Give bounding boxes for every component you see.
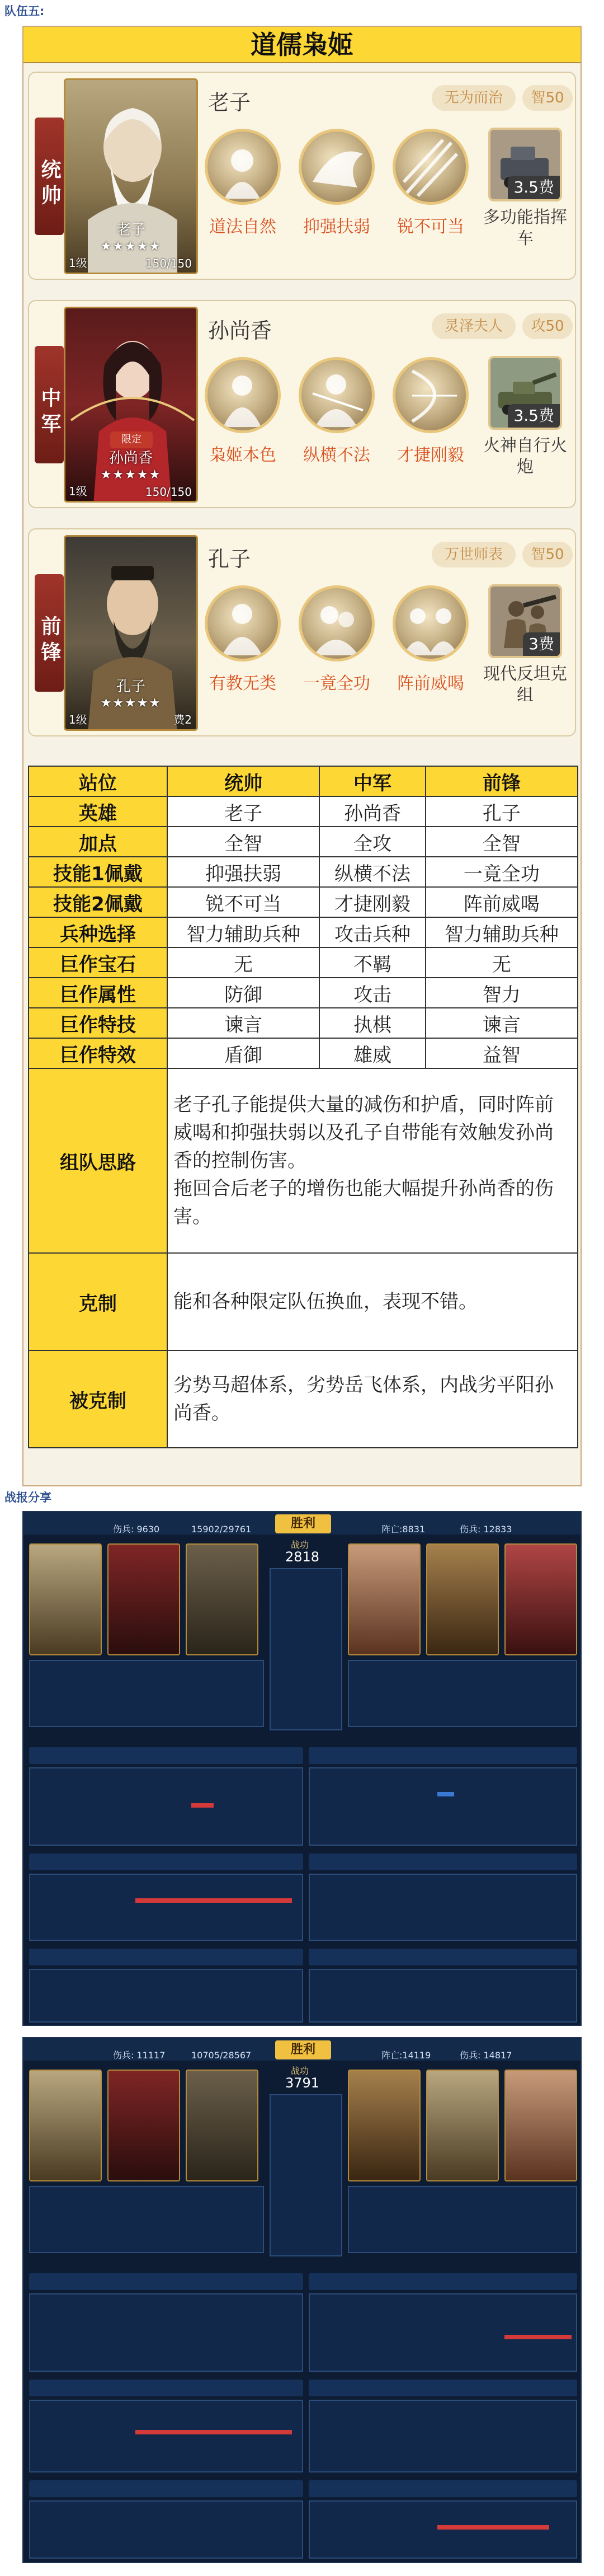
tactic-slot[interactable] <box>483 128 567 250</box>
table-cell: 纵横不法 <box>319 857 425 887</box>
hero-portrait[interactable] <box>64 78 198 274</box>
skill-slot-3[interactable] <box>391 129 470 237</box>
unit-stat-block <box>309 2500 577 2559</box>
score-value: 2818 <box>285 1549 320 1565</box>
skill-slot-3[interactable] <box>391 585 470 694</box>
hero-portrait[interactable] <box>64 535 198 731</box>
battle-log-panel <box>270 2094 342 2256</box>
hero-name: 老子 <box>208 90 251 115</box>
table-cell: 一竟全功 <box>426 857 578 887</box>
command-vehicle-icon <box>488 128 562 201</box>
antitank-team-icon <box>488 584 562 658</box>
right-dead: 阵亡:14119 <box>381 2050 431 2061</box>
table-cell: 盾御 <box>167 1038 319 1068</box>
artillery-icon <box>488 356 562 430</box>
skill-slot-1[interactable] <box>204 357 282 466</box>
battle-report-2[interactable] <box>22 2037 582 2563</box>
right-wounded: 伤兵: 12833 <box>460 1524 512 1535</box>
tactic-label: 现代反坦克组 <box>483 664 567 705</box>
damage-bar <box>191 1803 214 1808</box>
table-cell: 防御 <box>167 978 319 1008</box>
battle-log-panel <box>270 1568 342 1730</box>
unit-stat-block <box>29 2500 303 2559</box>
hero-level: 1级 <box>69 485 87 498</box>
mini-portrait <box>107 2070 180 2181</box>
skill-label: 抑强扶弱 <box>303 217 370 237</box>
skill-slot-2[interactable] <box>298 585 376 694</box>
skill-icon <box>299 585 375 661</box>
left-skill-panel <box>29 2186 264 2253</box>
hero-portrait-name: 孙尚香 <box>108 450 153 467</box>
skill-label: 有教无类 <box>209 674 276 693</box>
table-cell: 阵前威喝 <box>426 887 578 917</box>
hero-stat-tag: 攻50 <box>522 313 573 339</box>
table-cell: 智力 <box>426 978 578 1008</box>
left-troops: 15902/29761 <box>191 1524 252 1535</box>
score-value: 3791 <box>285 2075 320 2091</box>
skill-slot-2[interactable] <box>298 129 376 237</box>
mini-portrait <box>29 2070 102 2181</box>
right-skill-panel <box>348 1660 577 1727</box>
stat-row <box>309 1949 577 1965</box>
row-key: 组队思路 <box>29 1068 167 1253</box>
victory-badge: 胜利 <box>275 1514 331 1533</box>
hero-portrait-name: 孔子 <box>116 678 145 695</box>
table-cell: 全智 <box>167 827 319 857</box>
hero-troops: 150/150 <box>145 485 192 499</box>
tactic-label: 火神自行火炮 <box>483 436 567 477</box>
left-wounded: 伤兵: 11117 <box>113 2050 166 2061</box>
star-rating-icon: ★★★★★ <box>100 468 162 482</box>
unit-stat-block <box>29 2293 303 2372</box>
damage-bar <box>135 1898 292 1903</box>
skill-icon <box>393 357 469 433</box>
table-row <box>29 1008 578 1038</box>
tactic-slot[interactable] <box>483 584 567 706</box>
report-label: 战报分享 <box>4 1491 51 1504</box>
table-row <box>29 917 578 947</box>
skill-icon <box>205 585 281 661</box>
skill-slot-3[interactable] <box>391 357 470 466</box>
stat-row <box>29 2273 303 2290</box>
unit-stat-block <box>29 1767 303 1846</box>
table-row <box>29 796 578 827</box>
table-row <box>29 827 578 857</box>
hero-portrait-name: 老子 <box>116 222 145 238</box>
table-cell: 执棋 <box>319 1008 425 1038</box>
hero-portrait[interactable] <box>64 307 198 503</box>
hero-stat-tag: 智50 <box>522 85 573 111</box>
countered-text: 劣势马超体系，劣势岳飞体系，内战劣平阳孙尚香。 <box>167 1350 578 1448</box>
mini-portrait <box>348 1543 421 1655</box>
table-cell: 孙尚香 <box>319 796 425 827</box>
mini-portrait <box>426 1543 499 1655</box>
table-cell: 攻击兵种 <box>319 917 425 947</box>
hero-stat-tag: 智50 <box>522 542 573 567</box>
strategy-row <box>29 1068 578 1253</box>
table-cell: 智力辅助兵种 <box>426 917 578 947</box>
star-rating-icon: ★★★★★ <box>100 240 162 254</box>
table-header-cell: 站位 <box>29 766 167 796</box>
skill-icon <box>393 129 469 205</box>
skill-slot-1[interactable] <box>204 585 282 694</box>
skill-label: 道法自然 <box>209 217 276 237</box>
section-label: 队伍五: <box>4 4 45 18</box>
stat-row <box>309 1854 577 1870</box>
hero-card-leader <box>28 72 576 280</box>
unit-stat-block <box>309 1874 577 1941</box>
skill-label: 枭姬本色 <box>209 445 276 465</box>
stat-row <box>29 2380 303 2396</box>
left-troops: 10705/28567 <box>191 2050 252 2061</box>
skill-label: 阵前威喝 <box>397 674 464 693</box>
right-wounded: 伤兵: 14817 <box>460 2050 512 2061</box>
table-cell: 谏言 <box>167 1008 319 1038</box>
row-key: 巨作特技 <box>29 1008 167 1038</box>
table-cell: 才捷刚毅 <box>319 887 425 917</box>
table-cell: 攻击 <box>319 978 425 1008</box>
stat-row <box>29 2480 303 2497</box>
role-label: 中军 <box>35 346 64 463</box>
unit-stat-block <box>309 2400 577 2472</box>
unit-stat-block <box>29 1874 303 1941</box>
unit-stat-block <box>29 2400 303 2472</box>
strategy-text <box>167 1068 578 1253</box>
counter-row <box>29 1253 578 1350</box>
role-label: 前锋 <box>35 574 64 692</box>
skill-icon <box>393 585 469 661</box>
role-label: 统帅 <box>35 118 64 235</box>
skill-label: 一竟全功 <box>303 674 370 693</box>
table-cell: 谏言 <box>426 1008 578 1038</box>
team-title: 道儒枭姬 <box>23 27 581 63</box>
row-key: 英雄 <box>29 796 167 827</box>
table-cell: 无 <box>426 947 578 978</box>
row-key: 技能1佩戴 <box>29 857 167 887</box>
table-row <box>29 887 578 917</box>
limited-badge: 限定 <box>110 431 153 448</box>
stat-row <box>29 1949 303 1965</box>
countered-row <box>29 1350 578 1448</box>
hero-title-tag: 灵泽夫人 <box>432 313 516 339</box>
hero-troops: 150/150 <box>145 257 192 270</box>
unit-stat-block <box>309 1767 577 1846</box>
table-cell: 锐不可当 <box>167 887 319 917</box>
right-skill-panel <box>348 2186 577 2253</box>
score-label: 战功 <box>291 2066 309 2076</box>
damage-bar <box>437 1792 454 1796</box>
mini-portrait <box>186 1543 258 1655</box>
table-cell: 抑强扶弱 <box>167 857 319 887</box>
table-header-cell: 中军 <box>319 766 425 796</box>
hero-name: 孙尚香 <box>208 318 272 343</box>
unit-stat-block <box>309 2293 577 2372</box>
hero-title-tag: 万世师表 <box>432 542 516 567</box>
tactic-label: 多功能指挥车 <box>483 208 567 248</box>
right-dead: 阵亡:8831 <box>381 1524 426 1535</box>
mini-portrait <box>504 1543 577 1655</box>
table-row <box>29 947 578 978</box>
hero-card-vanguard <box>28 528 576 736</box>
unit-stat-block <box>29 1969 303 2023</box>
mini-portrait <box>426 2070 499 2181</box>
skill-label: 纵横不法 <box>303 445 370 465</box>
strategy-text-body: 老子孔子能提供大量的减伤和护盾，同时阵前威喝和抑强扶弱以及孔子自带能有效触发孙尚香的控制伤害。 拖回合后老子的增伤也能大幅提升孙尚香的伤害。 <box>173 1094 554 1228</box>
mini-portrait <box>504 2070 577 2181</box>
row-key: 被克制 <box>29 1350 167 1448</box>
team-card <box>22 26 582 1486</box>
row-key: 技能2佩戴 <box>29 887 167 917</box>
stat-row <box>29 1747 303 1764</box>
damage-bar <box>135 2430 292 2434</box>
tactic-cost: 3.5费 <box>508 176 560 199</box>
mini-portrait <box>29 1543 102 1655</box>
damage-bar <box>504 2335 572 2339</box>
table-cell: 老子 <box>167 796 319 827</box>
counter-text: 能和各种限定队伍换血，表现不错。 <box>167 1253 578 1350</box>
skill-icon <box>205 129 281 205</box>
skill-icon <box>205 357 281 433</box>
skill-icon <box>299 129 375 205</box>
hero-card-middle <box>28 300 576 508</box>
mini-portrait <box>348 2070 421 2181</box>
table-cell: 益智 <box>426 1038 578 1068</box>
table-cell: 孔子 <box>426 796 578 827</box>
stat-row <box>309 2273 577 2290</box>
battle-report-1[interactable] <box>22 1511 582 2026</box>
hero-title-tag: 无为而治 <box>432 85 516 111</box>
skill-icon <box>299 357 375 433</box>
victory-badge: 胜利 <box>275 2040 331 2059</box>
hero-troops: 费2 <box>173 713 192 726</box>
row-key: 巨作宝石 <box>29 947 167 978</box>
stat-row <box>309 2380 577 2396</box>
hero-level: 1级 <box>69 256 87 270</box>
left-wounded: 伤兵: 9630 <box>113 1524 160 1535</box>
table-cell: 无 <box>167 947 319 978</box>
star-rating-icon: ★★★★★ <box>100 696 162 710</box>
table-row <box>29 857 578 887</box>
mini-portrait <box>186 2070 258 2181</box>
hero-level: 1级 <box>69 713 87 726</box>
table-cell: 智力辅助兵种 <box>167 917 319 947</box>
table-cell: 全智 <box>426 827 578 857</box>
skill-label: 才捷刚毅 <box>397 445 464 465</box>
stat-row <box>29 1854 303 1870</box>
stat-row <box>309 2480 577 2497</box>
row-key: 兵种选择 <box>29 917 167 947</box>
skill-slot-1[interactable] <box>204 129 282 237</box>
row-key: 加点 <box>29 827 167 857</box>
score-label: 战功 <box>291 1540 309 1550</box>
table-cell: 全攻 <box>319 827 425 857</box>
skill-label: 锐不可当 <box>397 217 464 237</box>
tactic-slot[interactable] <box>483 356 567 478</box>
tactic-cost: 3.5费 <box>508 404 560 428</box>
table-row <box>29 1038 578 1068</box>
table-header-cell: 前锋 <box>426 766 578 796</box>
team-setup-table <box>28 766 578 1448</box>
skill-slot-2[interactable] <box>298 357 376 466</box>
damage-bar <box>437 2525 549 2530</box>
table-header-cell: 统帅 <box>167 766 319 796</box>
mini-portrait <box>107 1543 180 1655</box>
table-cell: 不羁 <box>319 947 425 978</box>
row-key: 克制 <box>29 1253 167 1350</box>
table-header-row <box>29 766 578 796</box>
tactic-cost: 3费 <box>523 632 560 656</box>
unit-stat-block <box>309 1969 577 2023</box>
left-skill-panel <box>29 1660 264 1727</box>
table-row <box>29 978 578 1008</box>
table-cell: 雄威 <box>319 1038 425 1068</box>
hero-name: 孔子 <box>208 547 251 571</box>
stat-row <box>309 1747 577 1764</box>
row-key: 巨作属性 <box>29 978 167 1008</box>
row-key: 巨作特效 <box>29 1038 167 1068</box>
